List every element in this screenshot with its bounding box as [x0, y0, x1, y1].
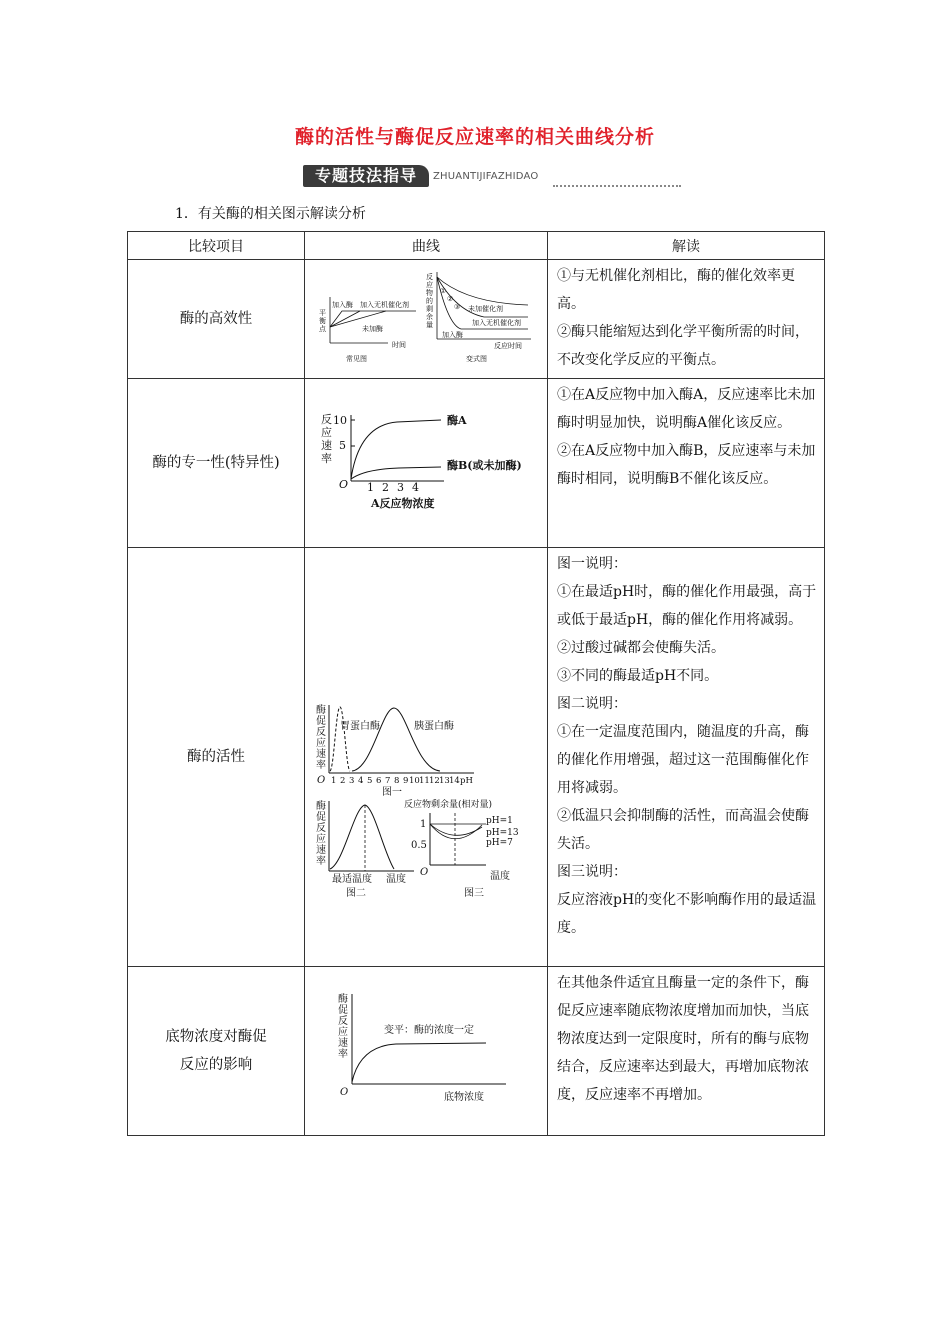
- interp-line: ①在最适pH时，酶的催化作用最强，高于或低于最适pH，酶的催化作用将减弱。: [557, 584, 817, 628]
- interp-line: ③不同的酶最适pH不同。: [557, 668, 719, 684]
- fig1-right-circle-2: ②: [447, 295, 454, 303]
- fig4-ylabel-2: 促: [338, 1004, 348, 1016]
- fig1-right-label-enzyme: 加入酶: [442, 331, 463, 339]
- g2-xlabel-temp: 温度: [385, 873, 406, 885]
- activity-figure: [314, 703, 539, 908]
- page-title: 酶的活性与酶促反应速率的相关曲线分析: [294, 126, 655, 148]
- fig2-ylabel-4: 率: [320, 452, 332, 465]
- fig2-xtick-1: 1: [366, 481, 374, 494]
- interp-cell: [548, 548, 825, 967]
- item-line: 底物浓度对酶促: [165, 1029, 267, 1045]
- fig4-ylabel-3: 反: [338, 1015, 348, 1027]
- g1-series-trypsin: 胰蛋白酶: [413, 720, 454, 732]
- fig1-right-ylabel-7: 量: [426, 321, 433, 329]
- curve-cell: [305, 260, 548, 379]
- fig1-left-ylabel-3: 点: [319, 325, 326, 333]
- g1-xtick: 2: [339, 775, 345, 786]
- g3-title: 反应物剩余量(相对量): [403, 799, 492, 810]
- g1-xtick: 11: [418, 775, 430, 786]
- fig2-xtick-2: 2: [381, 481, 389, 494]
- fig1-left-label-none: 未加酶: [362, 325, 383, 333]
- item-cell: [128, 967, 305, 1136]
- fig2-xlabel: A反应物浓度: [370, 497, 435, 510]
- fig1-right-circle-1: ①: [440, 287, 447, 295]
- table-row: [128, 379, 825, 548]
- fig1-right-ylabel-1: 反: [426, 273, 433, 281]
- interp-line: 图三说明：: [557, 864, 627, 880]
- g2-xlabel-optimal: 最适温度: [331, 873, 372, 885]
- g3-series-ph7: pH=7: [485, 837, 513, 848]
- g2-ylabel-4: 应: [315, 833, 326, 845]
- fig2-ylabel-3: 速: [320, 439, 332, 452]
- fig4-ylabel-6: 率: [338, 1048, 348, 1060]
- interp-cell: [548, 967, 825, 1136]
- fig4-annotation: 变平：酶的浓度一定: [384, 1024, 474, 1036]
- fig1-left-label-inorganic: 加入无机催化剂: [360, 301, 409, 309]
- g3-xlabel: 温度: [489, 870, 510, 882]
- g3-series-ph1: pH=1: [485, 815, 513, 826]
- g1-xunit: pH: [459, 775, 473, 786]
- table-header-row: [128, 232, 825, 260]
- fig1-right-caption: 变式图: [466, 355, 487, 363]
- fig1-left-ylabel-1: 平: [319, 309, 326, 317]
- fig1-right-xlabel: 反应时间: [494, 342, 522, 350]
- interp-line: 反应溶液pH的变化不影响酶作用的最适温度。: [557, 892, 817, 936]
- interp-line: 图一说明：: [557, 556, 627, 572]
- header-item: 比较项目: [128, 232, 305, 260]
- interp-line: ①在A反应物中加入酶A，反应速率比未加酶时明显加快，说明酶A催化该反应。: [557, 387, 816, 431]
- g1-ylabel-6: 率: [315, 759, 326, 771]
- efficiency-figure: [316, 267, 536, 367]
- g1-ylabel-5: 速: [315, 748, 326, 760]
- header-curve: 曲线: [305, 232, 548, 260]
- fig2-series-a: 酶A: [446, 414, 467, 427]
- g3-caption: 图三: [463, 887, 484, 899]
- interp-line: 图二说明：: [557, 696, 627, 712]
- interp-cell: [548, 379, 825, 548]
- fig1-left-xlabel: 时间: [392, 341, 406, 349]
- fig1-right-ylabel-5: 剩: [426, 305, 433, 313]
- fig1-left-ylabel-2: 衡: [319, 317, 326, 325]
- banner-divider: [553, 185, 681, 187]
- g2-caption: 图二: [345, 887, 366, 899]
- g1-xtick: 13: [438, 775, 450, 786]
- banner-pinyin: ZHUANTIJIFAZHIDAO: [433, 171, 539, 182]
- curve-cell: [305, 548, 548, 967]
- item-cell: 酶的高效性: [128, 260, 305, 379]
- fig2-origin: O: [338, 478, 348, 491]
- substrate-figure: [326, 992, 526, 1107]
- fig1-right-ylabel-6: 余: [426, 313, 433, 321]
- g1-xtick: 12: [428, 775, 440, 786]
- banner-tag: 专题技法指导: [303, 165, 429, 187]
- g1-xtick: 7: [384, 775, 390, 786]
- g3-series-ph13: pH=13: [485, 827, 519, 838]
- fig4-ylabel-1: 酶: [338, 993, 348, 1005]
- fig1-right-ylabel-2: 应: [426, 281, 433, 289]
- interp-cell: [548, 260, 825, 379]
- fig1-left-caption: 常见图: [346, 355, 367, 363]
- g1-xticks: [331, 776, 473, 786]
- header-interp: 解读: [548, 232, 825, 260]
- interp-line: ①在一定温度范围内，随温度的升高，酶的催化作用增强，超过这一范围酶催化作用将减弱。: [557, 724, 809, 796]
- item-cell: 酶的专一性(特异性): [128, 379, 305, 548]
- g3-ytick-05: 0.5: [410, 839, 427, 851]
- specificity-figure: [319, 411, 534, 511]
- interp-line: ②酶只能缩短达到化学平衡所需的时间，不改变化学反应的平衡点。: [557, 324, 809, 368]
- curve-cell: [305, 379, 548, 548]
- fig2-series-b: 酶B(或未加酶): [446, 459, 522, 472]
- fig2-ylabel-2: 应: [320, 426, 332, 439]
- g1-series-pepsin: 胃蛋白酶: [339, 720, 380, 732]
- g3-ytick-1: 1: [419, 818, 426, 830]
- fig2-ytick-5: 5: [338, 439, 346, 452]
- fig4-origin: O: [340, 1086, 349, 1098]
- fig2-xtick-4: 4: [411, 481, 419, 494]
- g1-xtick: 1: [330, 775, 336, 786]
- g2-ylabel-3: 反: [315, 822, 326, 834]
- interp-line: ①与无机催化剂相比，酶的催化效率更高。: [557, 268, 795, 312]
- fig1-right-label-inorganic: 加入无机催化剂: [472, 319, 521, 327]
- fig1-left-label-enzyme: 加入酶: [332, 301, 353, 309]
- g1-xtick: 6: [375, 775, 381, 786]
- g1-origin: O: [316, 774, 325, 786]
- g1-ylabel-2: 促: [315, 715, 326, 727]
- fig1-right-label-none: 未加催化剂: [468, 305, 503, 313]
- g3-origin: O: [419, 866, 428, 878]
- fig4-ylabel-4: 应: [338, 1026, 348, 1038]
- g1-xtick: 10: [408, 775, 420, 786]
- fig1-right-circle-3: ③: [454, 303, 461, 311]
- fig2-ylabel-1: 反: [320, 413, 332, 426]
- g1-xtick: 9: [402, 775, 408, 786]
- table-row: [128, 548, 825, 967]
- g1-xtick: 8: [393, 775, 399, 786]
- fig1-right-ylabel-3: 物: [426, 289, 433, 297]
- interp-line: 在其他条件适宜且酶量一定的条件下，酶促反应速率随底物浓度增加而加快，当底物浓度达到一定限度时，所有的酶与底物结合，反应速率达到最大，再增加底物浓度，反应速率不再增加。: [557, 975, 809, 1103]
- interp-line: ②低温只会抑制酶的活性，而高温会使酶失活。: [557, 808, 809, 852]
- g2-ylabel-1: 酶: [315, 800, 326, 812]
- fig2-xtick-3: 3: [396, 481, 404, 494]
- item-line: 反应的影响: [179, 1057, 253, 1073]
- g1-ylabel-4: 应: [315, 737, 326, 749]
- section-heading: 1．有关酶的相关图示解读分析: [175, 206, 366, 222]
- g1-xtick: 4: [357, 775, 363, 786]
- curve-cell: [305, 967, 548, 1136]
- table-row: [128, 967, 825, 1136]
- fig4-ylabel-5: 速: [338, 1037, 348, 1049]
- g1-xtick: 14: [448, 775, 460, 786]
- analysis-table: [127, 231, 825, 1136]
- interp-line: ②过酸过碱都会使酶失活。: [557, 640, 725, 656]
- g2-ylabel-2: 促: [315, 811, 326, 823]
- table-row: [128, 260, 825, 379]
- item-cell: 酶的活性: [128, 548, 305, 967]
- g2-ylabel-5: 速: [315, 844, 326, 856]
- g2-ylabel-6: 率: [315, 855, 326, 867]
- interp-line: ②在A反应物中加入酶B，反应速率与未加酶时相同，说明酶B不催化该反应。: [557, 443, 816, 487]
- fig4-xlabel: 底物浓度: [444, 1091, 484, 1103]
- g1-ylabel-1: 酶: [315, 704, 326, 716]
- fig2-ytick-10: 10: [332, 414, 347, 427]
- g1-xtick: 3: [348, 775, 354, 786]
- fig1-right-ylabel-4: 的: [426, 297, 433, 305]
- g1-ylabel-3: 反: [315, 726, 326, 738]
- g1-xtick: 5: [366, 775, 372, 786]
- g1-caption: 图一: [381, 786, 402, 798]
